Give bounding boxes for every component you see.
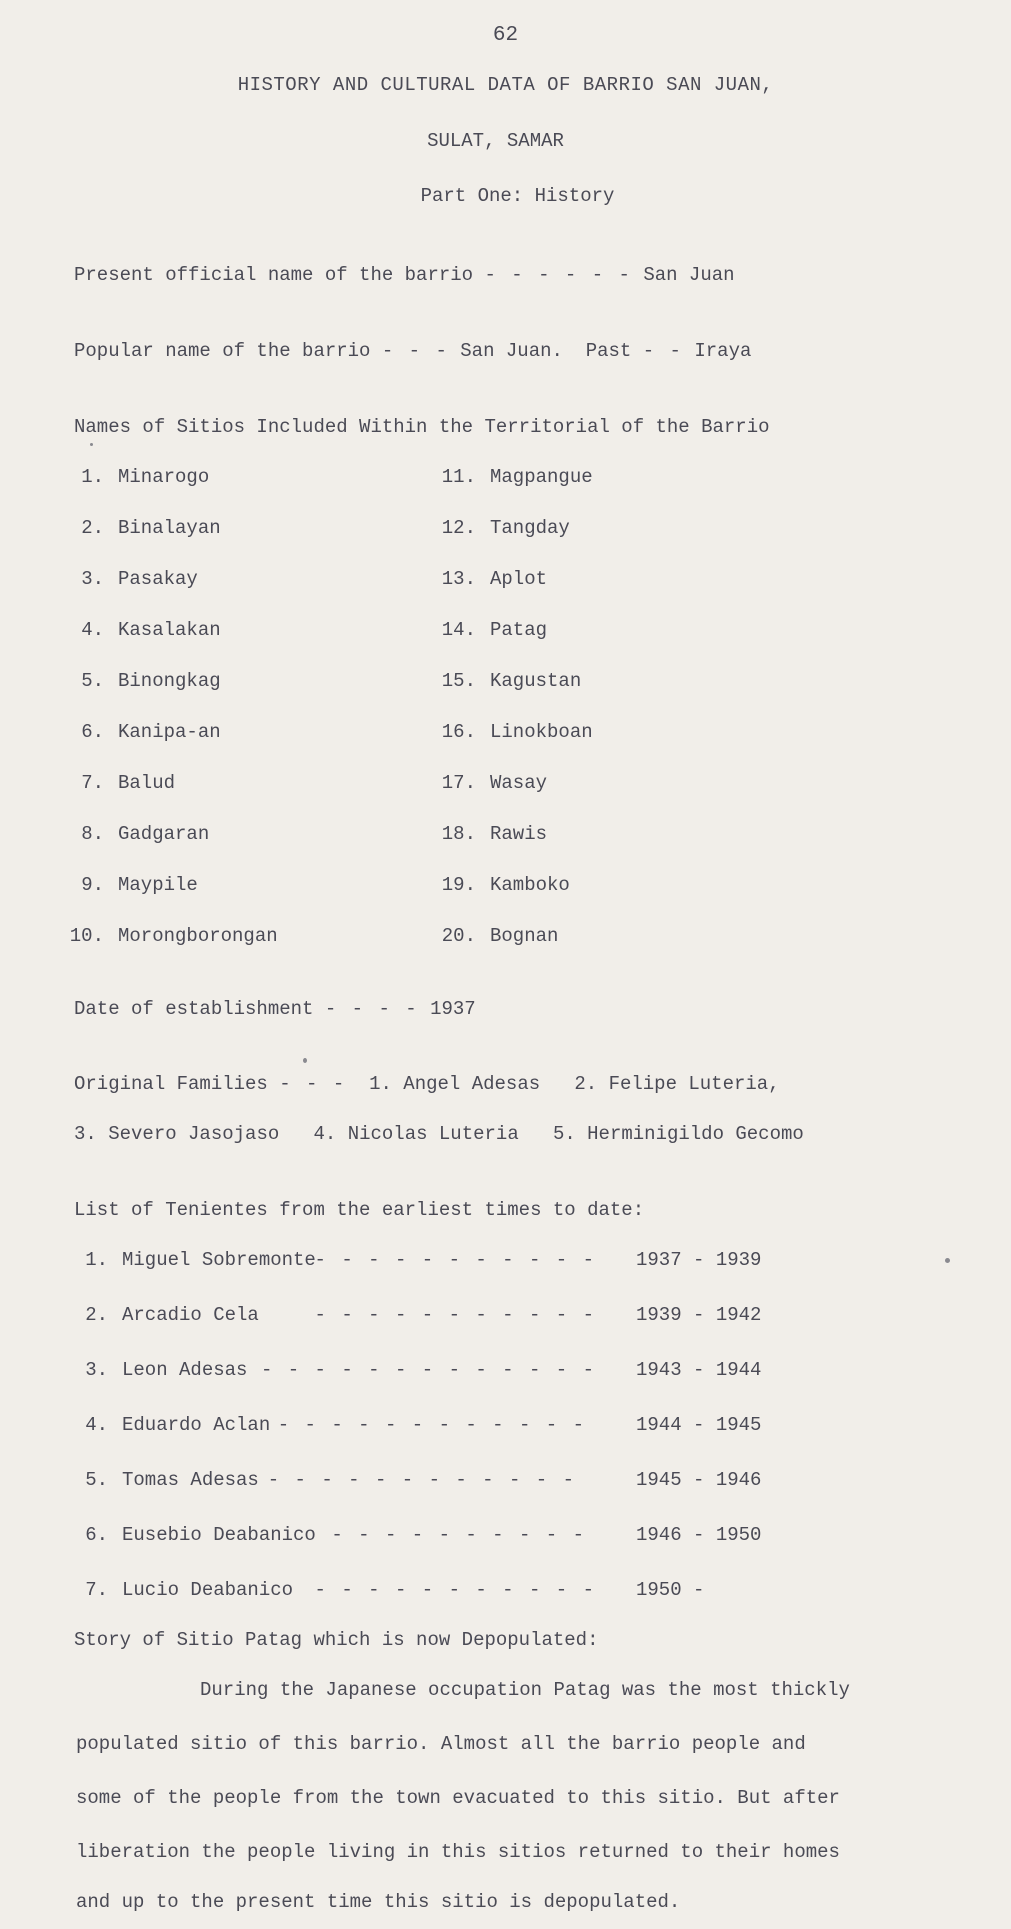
list-item: 11. Magpangue — [441, 466, 593, 488]
past-name-value: Iraya — [694, 340, 752, 362]
list-item: 9. Maypile — [81, 874, 198, 896]
tenientes-list — [66, 1249, 786, 1634]
story-heading: Story of Sitio Patag which is now Depopulated: — [74, 1629, 599, 1651]
establishment-line — [74, 998, 476, 1020]
establishment-label: Date of establishment — [74, 998, 314, 1020]
list-item: 1. Minarogo — [81, 466, 210, 488]
list-item: 5. Binongkag — [81, 670, 221, 692]
popular-name-line — [74, 340, 751, 362]
list-item: 10. Morongborongan — [69, 925, 278, 947]
sitios-right-column — [434, 466, 593, 976]
list-item: 6. Kanipa-an — [81, 721, 221, 743]
story-line: During the Japanese occupation Patag was the most thickly — [200, 1679, 850, 1701]
table-row: 4. Eduardo Aclan - - - - - - - - - - - - 1944 - 1945 — [85, 1414, 762, 1436]
family-item: 1. Angel Adesas — [369, 1073, 541, 1095]
table-row: 2. Arcadio Cela - - - - - - - - - - - 1939 - 1942 — [85, 1304, 762, 1326]
page-number: 62 — [492, 24, 519, 47]
list-item: 17. Wasay — [441, 772, 548, 794]
list-item: 13. Aplot — [441, 568, 548, 590]
story-line: populated sitio of this barrio. Almost all the barrio people and — [76, 1733, 806, 1755]
table-row: 6. Eusebio Deabanico - - - - - - - - - - 1946 - 1950 — [85, 1524, 762, 1546]
document-subtitle: SULAT, SAMAR — [427, 130, 564, 152]
sitios-heading: Names of Sitios Included Within the Territorial of the Barrio — [74, 416, 770, 438]
past-name-label: Past — [585, 340, 632, 362]
list-item: 7. Balud — [81, 772, 176, 794]
families-dashes: - - - — [279, 1073, 347, 1095]
family-item: 2. Felipe Luteria, — [574, 1073, 780, 1095]
list-item: 18. Rawis — [441, 823, 548, 845]
list-item: 15. Kagustan — [441, 670, 582, 692]
story-line: and up to the present time this sitio is depopulated. — [76, 1891, 681, 1913]
table-row: 3. Leon Adesas - - - - - - - - - - - - - 1943 - 1944 — [85, 1359, 762, 1381]
popular-name-label: Popular name of the barrio — [74, 340, 371, 362]
list-item: 8. Gadgaran — [81, 823, 210, 845]
list-item: 19. Kamboko — [441, 874, 570, 896]
establishment-value: 1937 — [430, 998, 476, 1020]
list-item: 3. Pasakay — [81, 568, 198, 590]
families-label: Original Families — [74, 1073, 268, 1095]
paper-speck — [945, 1258, 950, 1263]
families-line-2 — [74, 1123, 804, 1145]
family-item: 3. Severo Jasojaso — [74, 1123, 280, 1145]
part-heading: Part One: History — [420, 185, 615, 207]
list-item: 2. Binalayan — [81, 517, 221, 539]
official-name-dashes: - - - - - - — [484, 264, 632, 286]
document-title: HISTORY AND CULTURAL DATA OF BARRIO SAN JUAN, — [237, 74, 774, 96]
official-name-value: San Juan — [643, 264, 735, 286]
list-item: 16. Linokboan — [441, 721, 593, 743]
list-item: 12. Tangday — [441, 517, 570, 539]
official-name-line — [74, 264, 735, 286]
list-item: 20. Bognan — [441, 925, 559, 947]
table-row: 5. Tomas Adesas - - - - - - - - - - - - 1945 - 1946 — [85, 1469, 762, 1491]
story-line: some of the people from the town evacuated to this sitio. But after — [76, 1787, 840, 1809]
story-line: liberation the people living in this sitios returned to their homes — [76, 1841, 840, 1863]
table-row: 1. Miguel Sobremonte - - - - - - - - - - - 1937 - 1939 — [85, 1249, 762, 1271]
table-row: 7. Lucio Deabanico - - - - - - - - - - - 1950 - — [85, 1579, 705, 1601]
popular-name-dashes: - - - — [381, 340, 449, 362]
family-item: 4. Nicolas Luteria — [313, 1123, 519, 1145]
paper-speck — [90, 443, 93, 446]
sitios-left-column — [62, 466, 278, 976]
tenientes-heading: List of Tenientes from the earliest times to date: — [74, 1199, 645, 1221]
list-item: 4. Kasalakan — [81, 619, 221, 641]
families-line-1 — [74, 1073, 780, 1095]
family-item: 5. Herminigildo Gecomo — [552, 1123, 804, 1145]
popular-name-value: San Juan. — [460, 340, 563, 362]
paper-speck — [303, 1058, 307, 1063]
establishment-dashes: - - - - — [324, 998, 419, 1020]
past-name-dashes: - - — [642, 340, 683, 362]
official-name-label: Present official name of the barrio — [74, 264, 474, 286]
list-item: 14. Patag — [441, 619, 548, 641]
